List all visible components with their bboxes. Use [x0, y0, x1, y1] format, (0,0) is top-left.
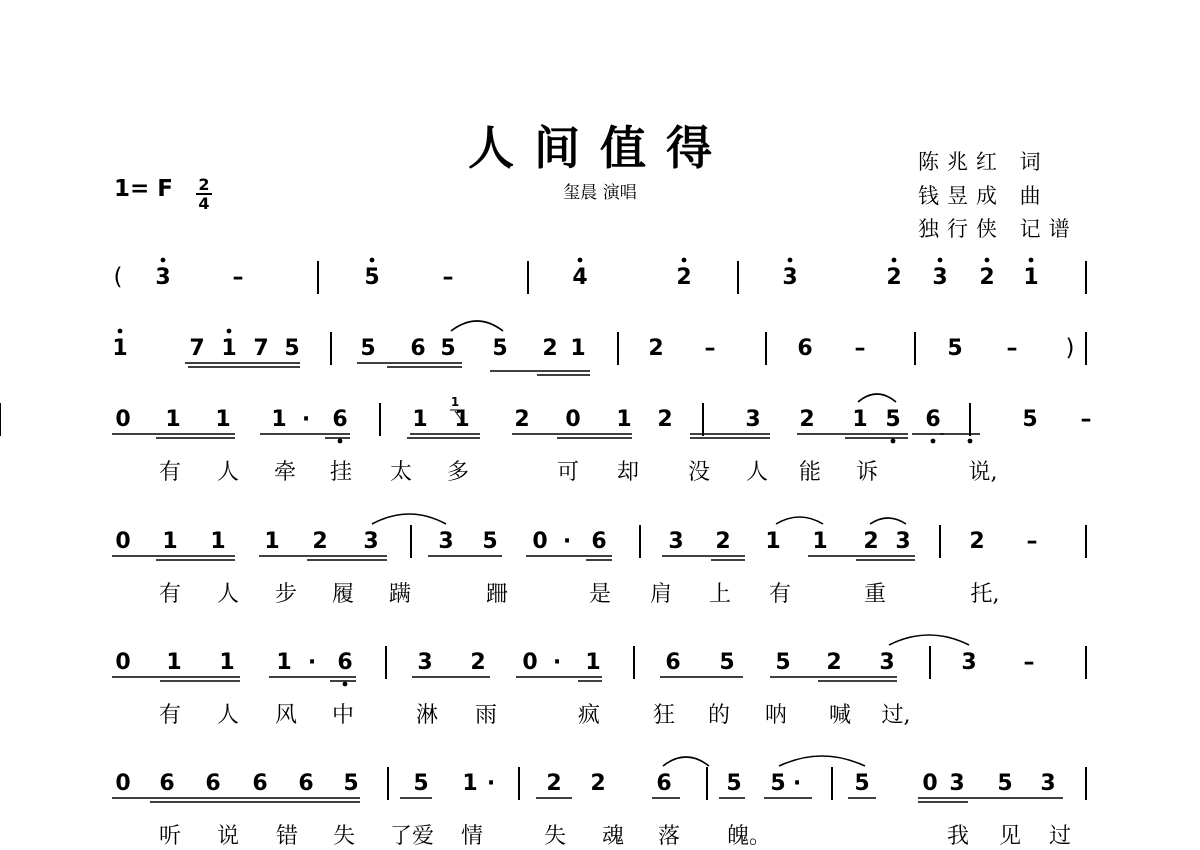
note: 1	[219, 650, 235, 675]
slur	[858, 394, 896, 402]
note: 1	[221, 336, 237, 361]
octave-dot-high	[227, 329, 232, 334]
note: 3	[932, 265, 948, 290]
slur	[779, 756, 865, 766]
note: ·	[562, 529, 572, 554]
note: 2	[470, 650, 486, 675]
note: 2	[886, 265, 902, 290]
lyric: 情	[460, 824, 484, 849]
note: 7	[253, 336, 269, 361]
note: 2	[826, 650, 842, 675]
note: 6	[656, 771, 672, 796]
note: 3	[668, 529, 684, 554]
note: 5	[885, 407, 901, 432]
note: 5	[775, 650, 791, 675]
lyric: 牵	[273, 460, 297, 485]
note: 6	[925, 407, 941, 432]
note: ·	[307, 650, 317, 675]
lyric: 落	[657, 824, 681, 849]
note: 1	[1023, 265, 1039, 290]
note: 5	[440, 336, 456, 361]
note: 6	[205, 771, 221, 796]
note: 5	[364, 265, 380, 290]
song-title: 人间值得	[468, 121, 732, 175]
note: 0	[532, 529, 548, 554]
bracket: (	[113, 264, 123, 290]
note: 5	[719, 650, 735, 675]
lyric: 能	[798, 460, 822, 485]
lyric: 风	[274, 703, 298, 728]
lyric: 挂	[329, 460, 353, 485]
note: 1	[812, 529, 828, 554]
note: –	[1026, 529, 1038, 554]
note: 0	[922, 771, 938, 796]
singer-credit: 玺晨 演唱	[563, 183, 637, 203]
note: 1	[454, 407, 470, 432]
note: 6	[665, 650, 681, 675]
grace-note: 1	[450, 395, 460, 409]
lyric: 过	[1048, 824, 1072, 849]
key-signature: 1= F	[114, 176, 173, 202]
lyric: 的	[707, 703, 731, 728]
transcriber-credit: 独行侠 记谱	[918, 217, 1078, 241]
note: 5	[482, 529, 498, 554]
note: –	[442, 265, 454, 290]
octave-dot-high	[892, 258, 897, 263]
slur	[451, 321, 503, 331]
time-sig-top: 2	[198, 175, 210, 194]
slur	[663, 757, 709, 766]
note: 0	[565, 407, 581, 432]
octave-dot-low	[931, 439, 936, 444]
note: 7	[189, 336, 205, 361]
note: 2	[799, 407, 815, 432]
note: –	[704, 336, 716, 361]
note: 2	[657, 407, 673, 432]
note: 5	[770, 771, 786, 796]
lyric: 履	[331, 582, 355, 607]
note: 4	[572, 265, 588, 290]
octave-dot-high	[118, 329, 123, 334]
lyric: 我	[946, 824, 970, 849]
lyric: 有	[158, 703, 182, 728]
lyric: 呐	[764, 703, 788, 728]
note: 1	[264, 529, 280, 554]
note: ·	[792, 771, 802, 796]
lyric: 听	[158, 824, 182, 849]
slur	[372, 514, 446, 524]
note: 1	[616, 407, 632, 432]
note: 0	[522, 650, 538, 675]
lyric: 狂	[652, 703, 676, 728]
lyric: 托,	[970, 582, 1000, 607]
note: 5	[726, 771, 742, 796]
note: 6	[332, 407, 348, 432]
note: 3	[879, 650, 895, 675]
note: ·	[486, 771, 496, 796]
lyric: 魄。	[726, 824, 772, 849]
lyric: 失	[543, 824, 567, 849]
slur	[776, 517, 823, 524]
lyric: 是	[588, 582, 612, 607]
lyric: 多	[446, 460, 470, 485]
lyric: 说	[216, 824, 240, 849]
note: 2	[590, 771, 606, 796]
note: 2	[648, 336, 664, 361]
lyric: 失	[332, 824, 356, 849]
lyric: 说,	[968, 460, 998, 485]
note: 5	[1022, 407, 1038, 432]
lyric: 人	[216, 582, 240, 607]
note: 2	[863, 529, 879, 554]
note: 5	[492, 336, 508, 361]
lyric: 却	[616, 460, 640, 485]
lyric: 有	[158, 460, 182, 485]
lyric: 魂	[601, 824, 625, 849]
note: 3	[1040, 771, 1056, 796]
note: 3	[782, 265, 798, 290]
note: 2	[546, 771, 562, 796]
slur	[870, 518, 906, 524]
lyric: 没	[687, 460, 711, 485]
note: 3	[363, 529, 379, 554]
lyric: 跚	[485, 582, 509, 607]
lyric: 错	[275, 824, 299, 849]
note: ·	[301, 407, 311, 432]
note: 6	[797, 336, 813, 361]
note: 0	[115, 650, 131, 675]
octave-dot-low	[968, 439, 973, 444]
lyric: 雨	[474, 703, 498, 728]
note: 6	[337, 650, 353, 675]
lyric: 太	[389, 460, 413, 485]
note: 2	[676, 265, 692, 290]
note: 5	[854, 771, 870, 796]
note: 6	[252, 771, 268, 796]
note: 6	[159, 771, 175, 796]
lyricist-credit: 陈兆红 词	[918, 150, 1049, 174]
octave-dot-low	[343, 682, 348, 687]
lyric: 有	[768, 582, 792, 607]
note: 1	[165, 407, 181, 432]
note: 5	[360, 336, 376, 361]
note: 2	[312, 529, 328, 554]
slur	[889, 635, 969, 645]
note: 1	[271, 407, 287, 432]
note: –	[1023, 650, 1035, 675]
note: 3	[895, 529, 911, 554]
lyric: 人	[216, 460, 240, 485]
note: 5	[284, 336, 300, 361]
lyric: 疯	[577, 703, 601, 728]
lyric: 过,	[881, 703, 911, 728]
octave-dot-low	[338, 439, 343, 444]
lyric: 见	[998, 824, 1022, 849]
note: 1	[462, 771, 478, 796]
note: 1	[585, 650, 601, 675]
lyric: 淋	[415, 703, 439, 728]
note: 2	[542, 336, 558, 361]
note: 0	[115, 407, 131, 432]
octave-dot-low	[891, 439, 896, 444]
octave-dot-high	[370, 258, 375, 263]
note: –	[1080, 407, 1092, 432]
note: 2	[715, 529, 731, 554]
lyric: 蹒	[388, 582, 412, 607]
lyric: 诉	[855, 460, 879, 485]
octave-dot-high	[682, 258, 687, 263]
note: 1	[852, 407, 868, 432]
composer-credit: 钱昱成 曲	[918, 184, 1049, 208]
note: 3	[961, 650, 977, 675]
note: 3	[417, 650, 433, 675]
note: 1	[210, 529, 226, 554]
note: 5	[413, 771, 429, 796]
note: 5	[997, 771, 1013, 796]
note: 6	[298, 771, 314, 796]
note: 3	[745, 407, 761, 432]
lyric: 有	[158, 582, 182, 607]
note: 0	[115, 771, 131, 796]
note: 1	[765, 529, 781, 554]
note: 5	[343, 771, 359, 796]
note: 0	[115, 529, 131, 554]
note: 5	[947, 336, 963, 361]
octave-dot-high	[161, 258, 166, 263]
octave-dot-high	[1029, 258, 1034, 263]
note: 1	[412, 407, 428, 432]
note: 1	[570, 336, 586, 361]
note: –	[854, 336, 866, 361]
note: 3	[949, 771, 965, 796]
lyric: 喊	[828, 703, 852, 728]
lyric: 上	[708, 582, 732, 607]
lyric: 人	[745, 460, 769, 485]
note: 1	[112, 336, 128, 361]
note: 2	[514, 407, 530, 432]
lyric: 了	[389, 824, 413, 849]
lyric: 步	[274, 582, 298, 607]
time-sig-bottom: 4	[198, 194, 210, 213]
lyric: 中	[331, 703, 355, 728]
octave-dot-high	[938, 258, 943, 263]
octave-dot-high	[788, 258, 793, 263]
note: 1	[276, 650, 292, 675]
bracket: )	[1065, 335, 1075, 361]
lyric: 人	[216, 703, 240, 728]
note: 3	[438, 529, 454, 554]
note: –	[1006, 336, 1018, 361]
lyric: 爱	[411, 824, 435, 849]
note: 6	[591, 529, 607, 554]
lyric: 重	[863, 582, 887, 607]
lyric: 可	[556, 460, 580, 485]
note: 6	[410, 336, 426, 361]
octave-dot-high	[578, 258, 583, 263]
octave-dot-high	[985, 258, 990, 263]
note: 2	[969, 529, 985, 554]
note: ·	[552, 650, 562, 675]
note: 1	[166, 650, 182, 675]
note: 1	[215, 407, 231, 432]
note: 3	[155, 265, 171, 290]
note: 2	[979, 265, 995, 290]
note: 1	[162, 529, 178, 554]
lyric: 肩	[649, 582, 673, 607]
note: –	[232, 265, 244, 290]
